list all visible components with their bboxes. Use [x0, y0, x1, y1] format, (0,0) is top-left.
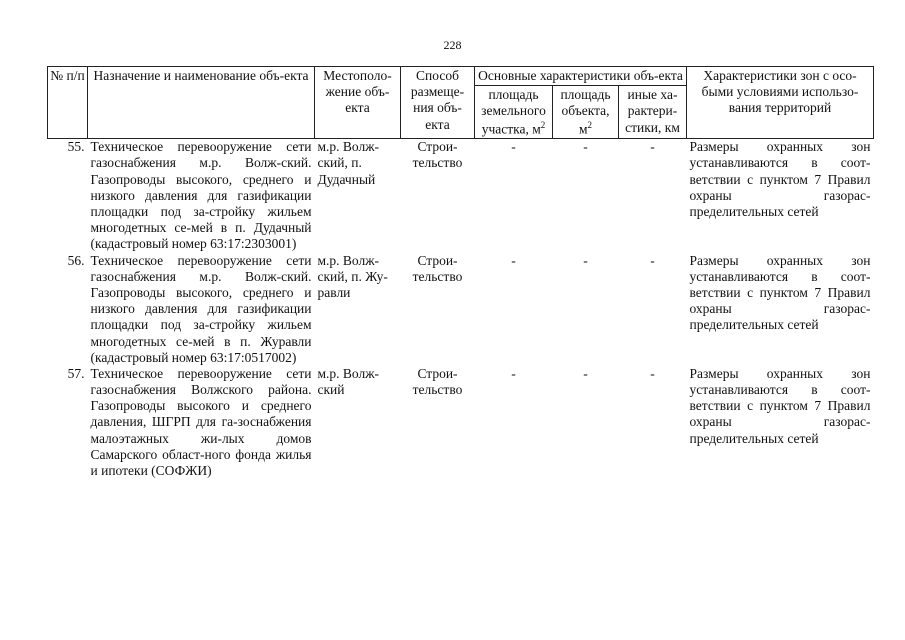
- land-area-value: -: [511, 365, 516, 381]
- header-location: Местополо-жение объ-екта: [315, 67, 401, 139]
- placement-method: Строи-тельство: [412, 365, 463, 398]
- other-characteristics-value: -: [650, 365, 655, 381]
- object-location: м.р. Волж-ский, п. Дудачный: [317, 139, 380, 187]
- placement-method: Строи-тельство: [412, 252, 463, 284]
- header-object-area: площадь объекта, $м^2$: [553, 86, 619, 139]
- row-number: 56.: [67, 252, 85, 268]
- object-location: м.р. Волж-ский: [317, 365, 380, 398]
- header-other-characteristics: иные ха-рактери-стики, км: [619, 86, 687, 139]
- row-number: 55.: [67, 139, 85, 155]
- placement-method: Строи-тельство: [412, 139, 463, 171]
- table-row: [48, 139, 874, 253]
- object-area-value: -: [583, 365, 588, 381]
- object-name: Техническое перевооружение сети газоснабжения Волжского района. Газопроводы высокого и среднего давления, ШГРП для га-зоснабжения малоэтажных жи-лых домов Самарского област-ного фонда жилья и ипотеки (СОФЖИ): [90, 365, 312, 478]
- table-header: [48, 67, 874, 139]
- land-area-value: -: [511, 139, 516, 155]
- row-number: 57.: [67, 365, 85, 381]
- header-land-area: площадь земельного участка, $м^2$: [475, 86, 553, 139]
- header-zone-characteristics: Характеристики зон с осо-быми условиями использо-вания территорий: [687, 67, 874, 139]
- zone-characteristics-value: Размеры охранных зон устанавливаются в соот-ветствии с пунктом 7 Правил охраны газорас-пределительных сетей: [689, 252, 871, 333]
- object-location: м.р. Волж-ский, п. Жу-равли: [317, 252, 388, 300]
- object-area-value: -: [583, 252, 588, 268]
- land-area-value: -: [511, 252, 516, 268]
- object-area-value: -: [583, 139, 588, 155]
- zone-characteristics-value: Размеры охранных зон устанавливаются в соот-ветствии с пунктом 7 Правил охраны газорас-пределительных сетей: [689, 365, 871, 446]
- page-number: 228: [443, 38, 462, 52]
- header-method: Способ размеще-ния объ-екта: [401, 67, 475, 139]
- table-row: [48, 253, 874, 366]
- header-name: Назначение и наименование объ-екта: [88, 67, 315, 139]
- objects-table: [47, 66, 874, 479]
- header-main-characteristics: Основные характеристики объ-екта: [475, 67, 687, 86]
- object-name: Техническое перевооружение сети газоснабжения м.р. Волж-ский. Газопроводы высокого, среднего и низкого давления для газификации площадки под за-стройку жильем многодетных се-мей в п. Журавли (кадастровый номер 63:17:0517002): [90, 252, 312, 365]
- other-characteristics-value: -: [650, 252, 655, 268]
- header-num: № п/п: [48, 67, 88, 139]
- other-characteristics-value: -: [650, 139, 655, 155]
- object-name: Техническое перевооружение сети газоснабжения м.р. Волж-ский. Газопроводы высокого, среднего и низкого давления для газификации площадки под за-стройку жильем многодетных се-мей в п. Дудачный (кадастровый номер 63:17:2303001): [90, 139, 312, 252]
- zone-characteristics-value: Размеры охранных зон устанавливаются в соот-ветствии с пунктом 7 Правил охраны газорас-пределительных сетей: [689, 139, 871, 219]
- table-row: [48, 366, 874, 479]
